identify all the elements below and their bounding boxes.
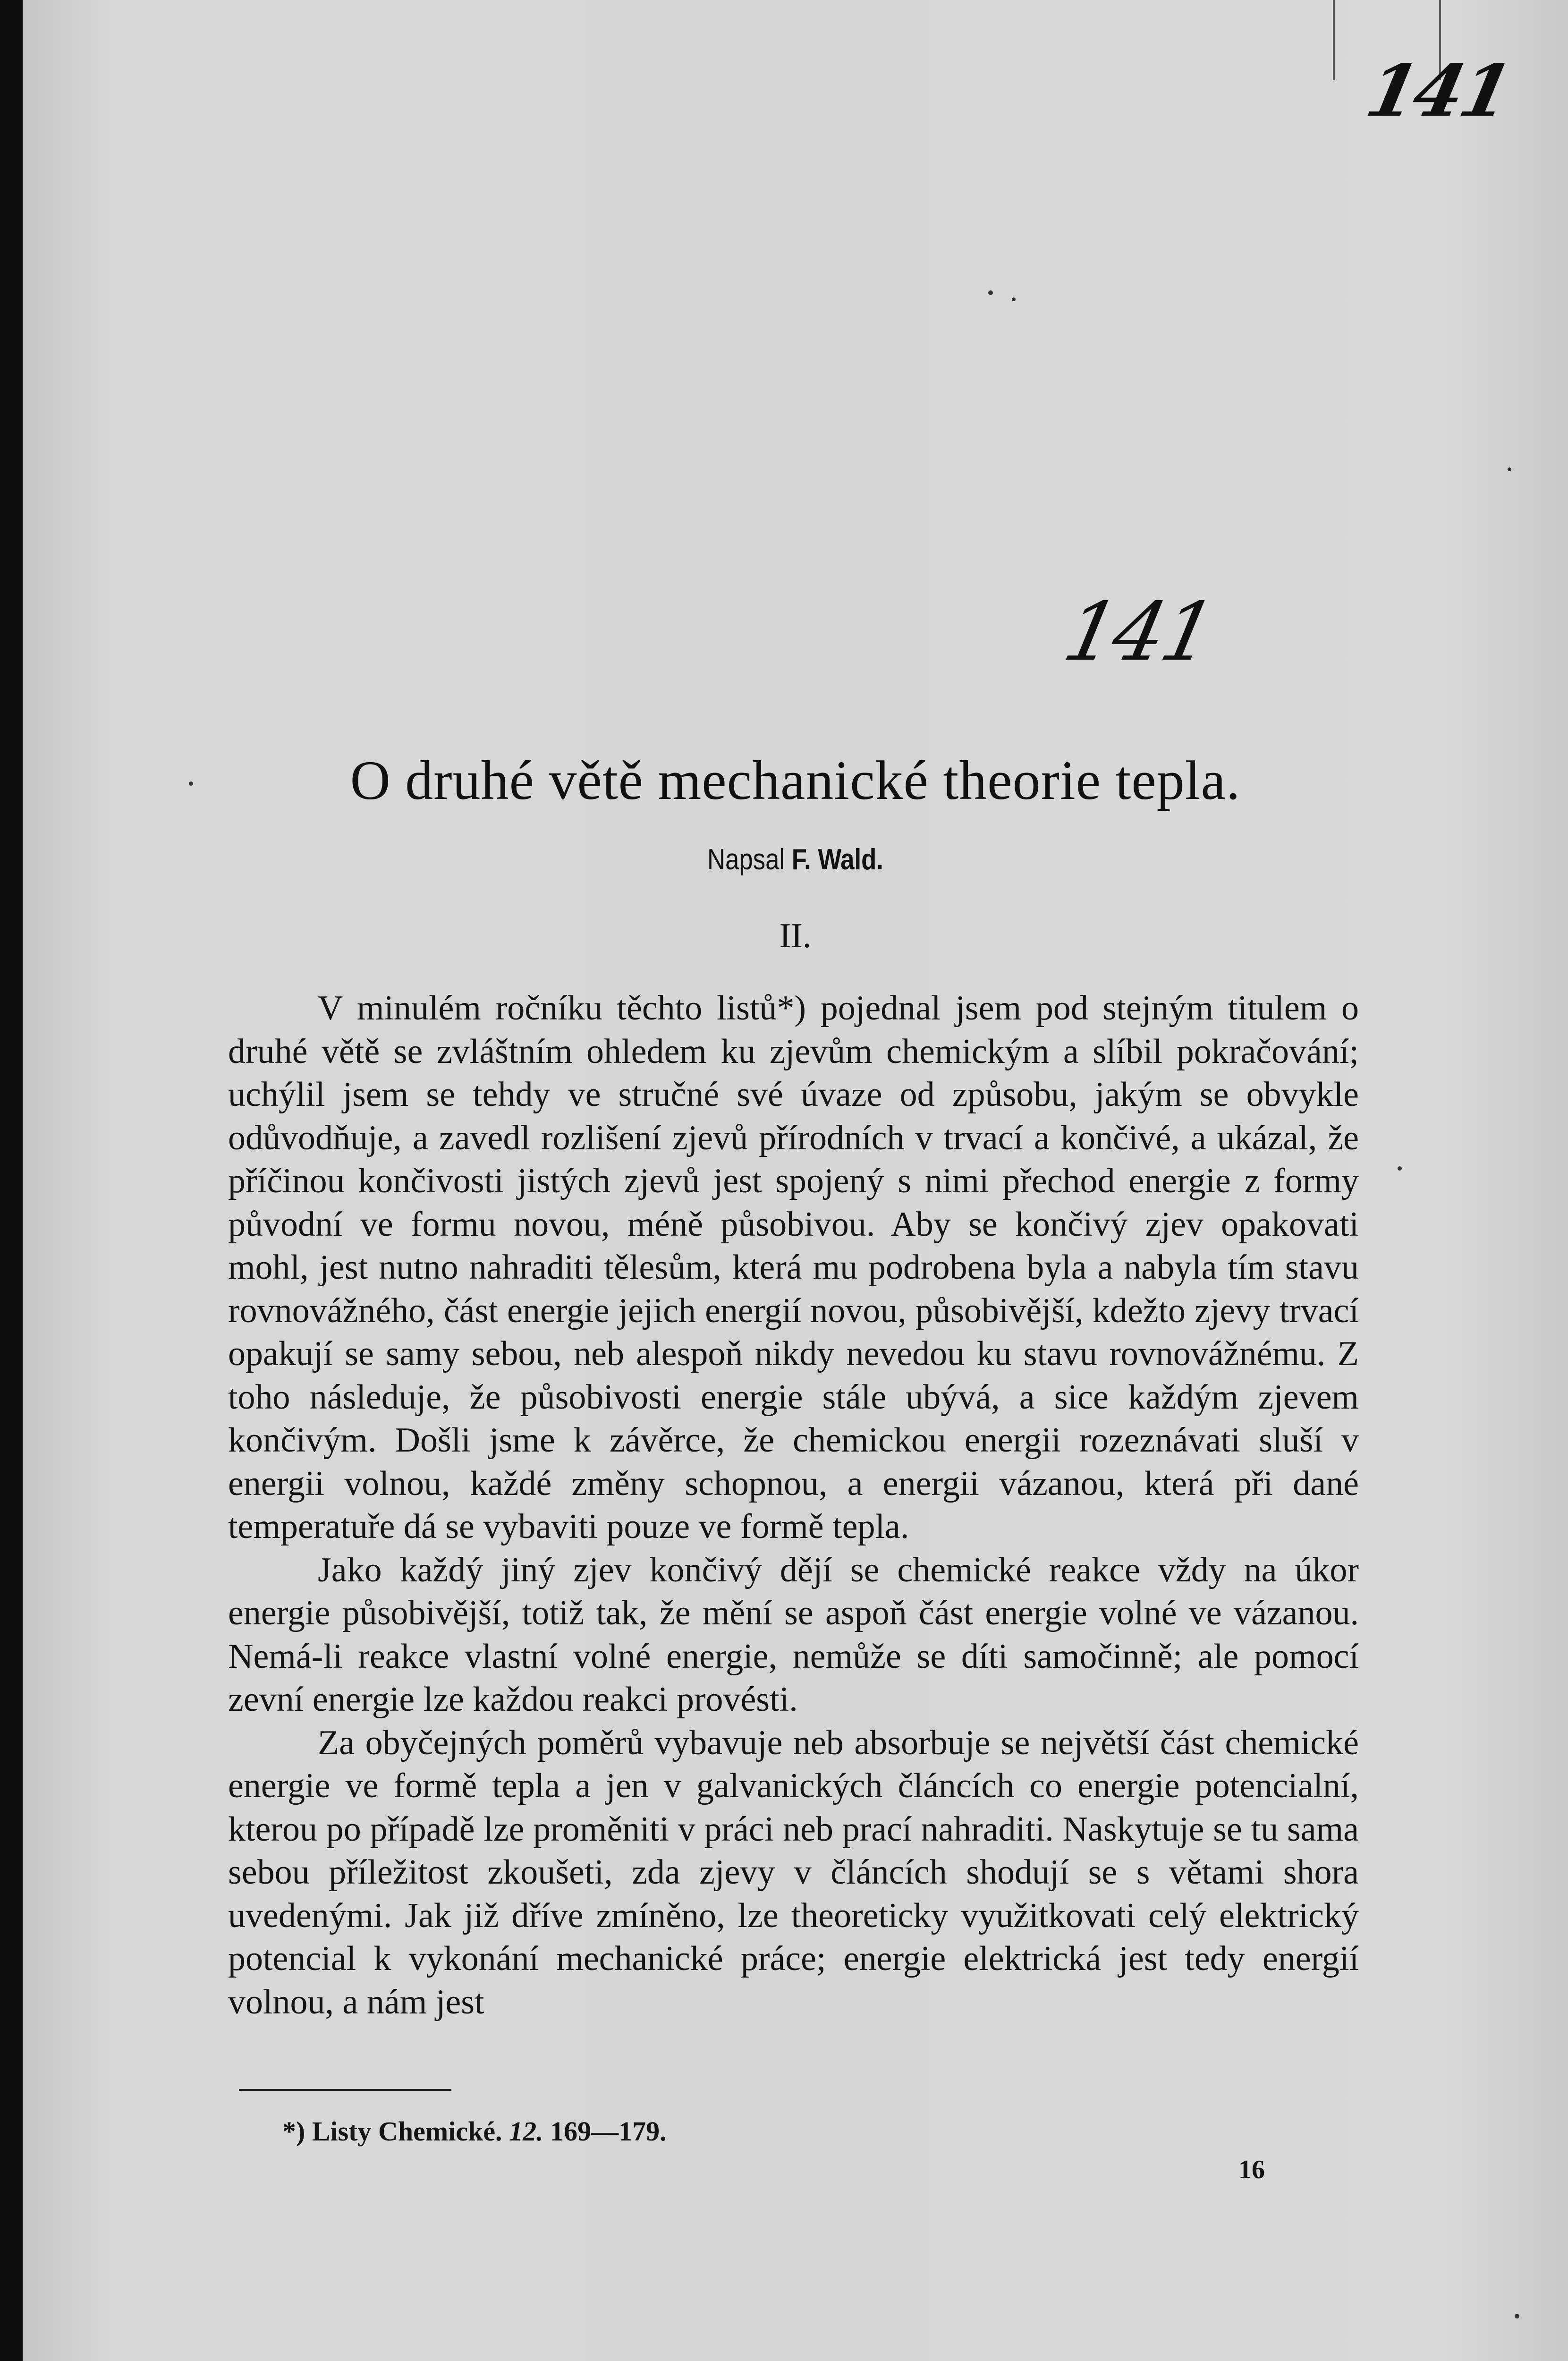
footnote-volume: 12. (509, 2116, 543, 2147)
paragraph: Za obyčejných poměrů vybavuje neb absorbuje se největší část chemické energie ve formě tepla a jen v galvanických článcích co energie potencialní, kterou po případě lze proměniti v práci neb prací nahraditi. Naskytuje se tu sama sebou příležitost zkoušeti, zda zjevy v článcích shodují se s větami shora uvedenými. Jak již dříve zmíněno, lze theoreticky využitkovati celý elektrický potencial k vykonání mechanické práce; energie elektrická jest tedy energií volnou, a nám jest (228, 1723, 1359, 2021)
scan-speck (1515, 2314, 1519, 2319)
handwritten-page-number-top: 141 (1359, 50, 1517, 133)
author-prefix: Napsal (707, 843, 785, 876)
book-spine-shadow (0, 0, 23, 2361)
signature-mark: 16 (1238, 2155, 1265, 2184)
author-line (138, 843, 1452, 876)
paragraph: V minulém ročníku těchto listů*) pojednal jsem pod stejným titulem o druhé větě se zvláštním ohledem ku zjevům chemickým a slíbil pokračování; uchýlil jsem se tehdy ve stručné své úvaze od způsobu, jakým se obvykle odůvodňuje, a zavedl rozlišení zjevů přírodních v trvací a končivé, a ukázal, že příčinou končivosti jistých zjevů jest spojený s nimi přechod energie z formy původní ve formu novou, méně působivou. Aby se končivý zjev opakovati mohl, jest nutno nahraditi tělesům, která mu podrobena byla a nabyla tím stavu rovnovážného, část energie jejich energií novou, působivější, kdežto zjevy trvací opakují se samy sebou, neb alespoň nikdy nevedou ku stavu rovnovážnému. Z toho následuje, že působivosti energie stále ubývá, a sice každým zjevem končivým. Došli jsme k závěrce, že chemickou energii rozeznávati sluší v energii volnou, každé změny schopnou, a energii vázanou, která při dané temperatuře dá se vybaviti pouze ve formě tepla. (228, 989, 1359, 1546)
scan-speck (1508, 467, 1511, 471)
handwritten-page-number-middle: 141 (1056, 586, 1221, 679)
scan-speck (988, 290, 993, 295)
article-body (228, 987, 1359, 2024)
article-title: O druhé větě mechanické theorie tepla. (350, 749, 1241, 811)
footnote-pages: 169—179. (550, 2116, 667, 2147)
author-name: F. Wald. (791, 843, 883, 876)
paragraph: Jako každý jiný zjev končivý dějí se chemické reakce vždy na úkor energie působivější, totiž tak, že mění se aspoň část energie volné ve vázanou. Nemá-li reakce vlastní volné energie, nemůže se díti samočinně; ale pomocí zevní energie lze každou reakci provésti. (228, 1550, 1359, 1719)
scan-speck (1398, 1166, 1402, 1171)
page-edge-mark (1333, 0, 1335, 80)
footnote (282, 2115, 667, 2147)
footnote-prefix: *) Listy Chemické. (282, 2116, 502, 2147)
scan-speck (189, 781, 193, 786)
scanned-page (23, 0, 1568, 2361)
footnote-divider (239, 2089, 451, 2091)
scan-speck (1012, 297, 1016, 301)
section-number: II. (779, 917, 812, 955)
